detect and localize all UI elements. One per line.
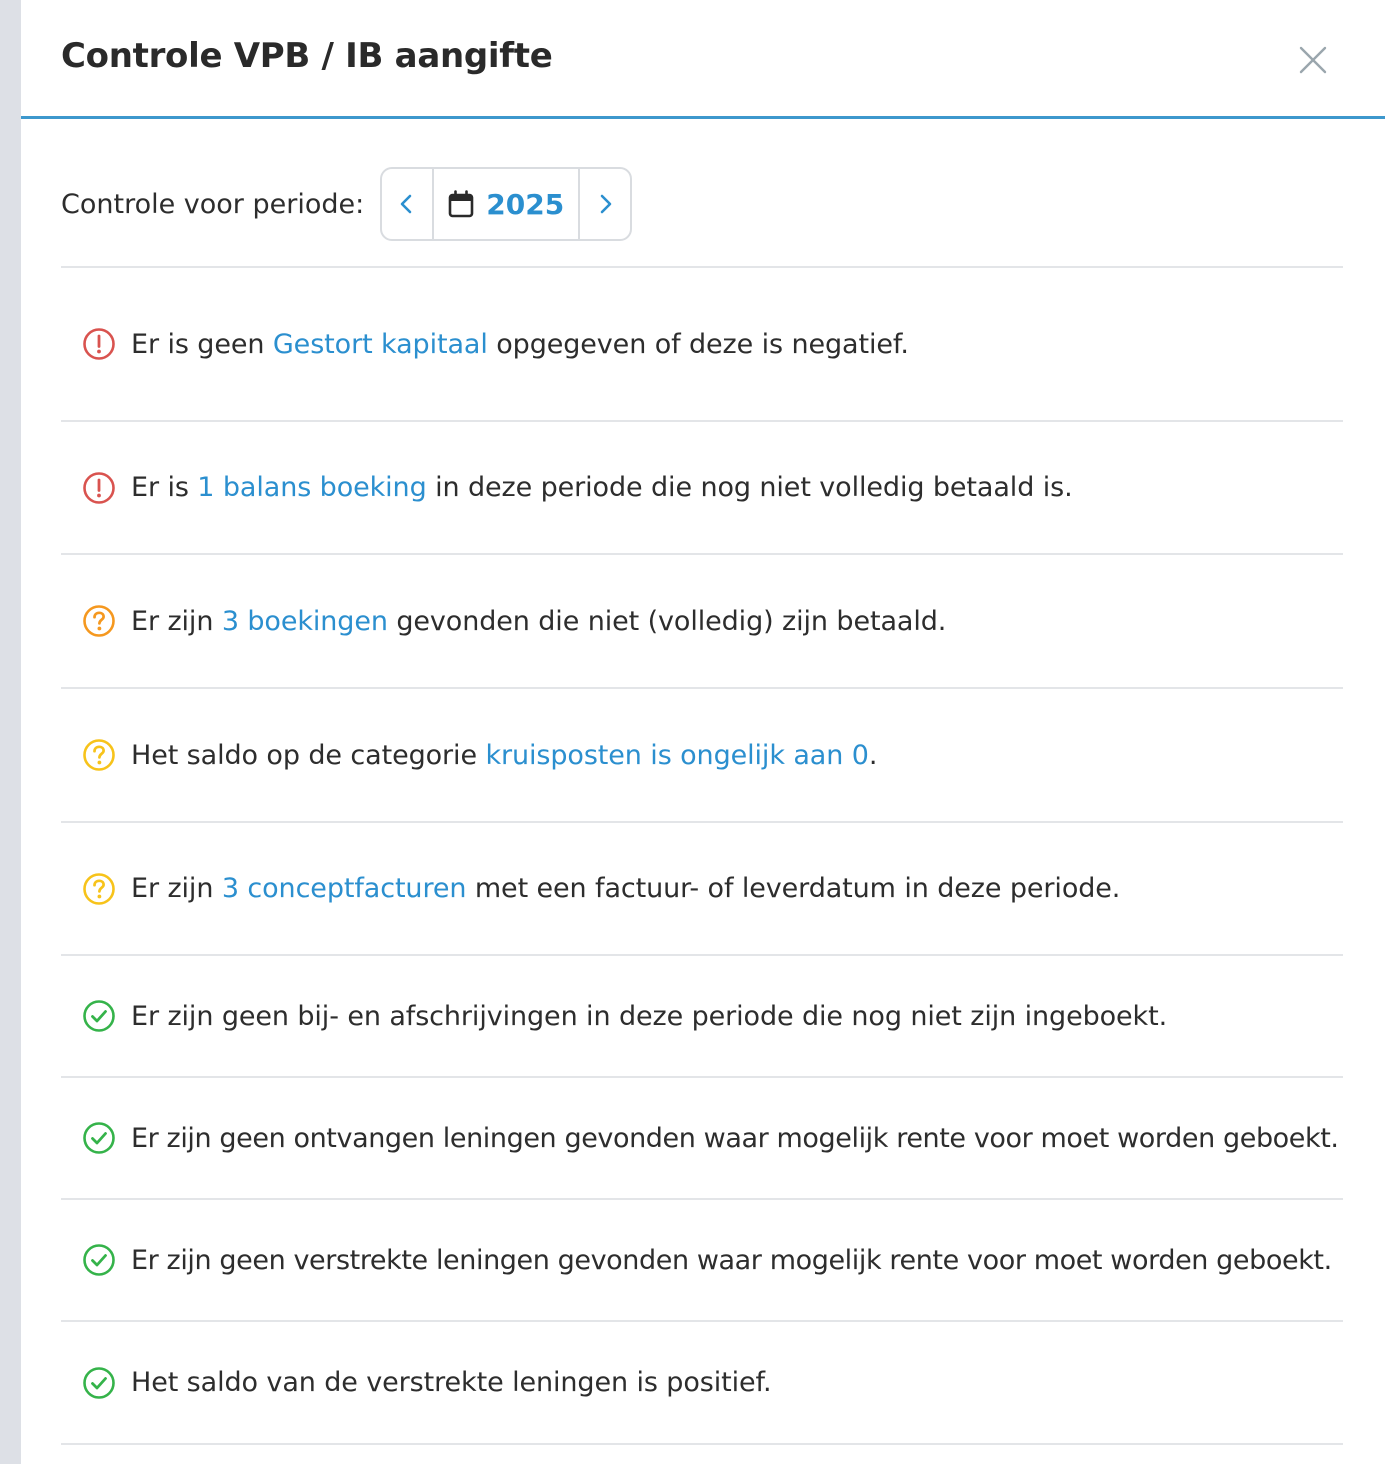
check-item [61, 1078, 1343, 1200]
check-circle-icon [81, 998, 117, 1034]
check-list [61, 268, 1343, 1445]
question-circle-icon [81, 603, 117, 639]
check-item [61, 1322, 1343, 1445]
check-circle-icon [81, 1242, 117, 1278]
check-text: Er zijn geen verstrekte leningen gevonden waar mogelijk rente voor moet worden geboekt. [131, 1244, 1332, 1276]
check-item [61, 1200, 1343, 1322]
modal-header [21, 0, 1385, 119]
check-link[interactable]: 3 conceptfacturen [221, 873, 467, 904]
check-circle-icon [81, 1120, 117, 1156]
check-text: Het saldo van de verstrekte leningen is positief. [131, 1367, 772, 1398]
check-text-after: . [868, 739, 878, 771]
check-text-after: opgegeven of deze is negatief. [487, 328, 909, 360]
question-circle-icon [81, 871, 117, 907]
check-text-after: in deze periode die nog niet volledig betaald is. [426, 472, 1073, 503]
question-circle-icon [81, 737, 117, 773]
exclamation-circle-icon [81, 470, 117, 506]
next-period-button[interactable] [578, 169, 630, 239]
previous-period-button[interactable] [382, 169, 434, 239]
check-link[interactable]: 3 boekingen [221, 605, 388, 637]
check-link[interactable]: 1 balans boeking [197, 472, 427, 503]
check-text-before: Er is geen [131, 328, 273, 360]
check-text-after: gevonden die niet (volledig) zijn betaald. [387, 605, 947, 637]
check-text [131, 740, 877, 771]
check-item [61, 422, 1343, 555]
exclamation-circle-icon [81, 326, 117, 362]
check-text: Er zijn geen bij- en afschrijvingen in deze periode die nog niet zijn ingeboekt. [131, 1000, 1168, 1032]
check-text-before: Er zijn [131, 873, 222, 904]
check-text [131, 329, 909, 360]
check-text: Er zijn geen ontvangen leningen gevonden waar mogelijk rente voor moet worden geboekt. [131, 1122, 1339, 1154]
check-text-after: met een factuur- of leverdatum in deze periode. [466, 873, 1121, 904]
close-button[interactable] [1297, 44, 1329, 76]
check-item [61, 268, 1343, 422]
check-text-before: Het saldo op de categorie [131, 739, 486, 771]
check-link[interactable]: kruisposten is ongelijk aan 0 [485, 739, 869, 771]
chevron-left-icon [397, 192, 417, 216]
check-item [61, 555, 1343, 689]
period-year: 2025 [486, 187, 565, 221]
period-picker [380, 167, 632, 241]
check-text-before: Er zijn [131, 605, 222, 637]
check-circle-icon [81, 1365, 117, 1401]
check-text [131, 873, 1120, 904]
check-text [131, 606, 946, 637]
check-text [131, 472, 1073, 503]
check-item [61, 823, 1343, 956]
close-icon [1297, 44, 1329, 76]
check-text-before: Er is [131, 472, 198, 503]
period-label: Controle voor periode: [61, 188, 365, 220]
check-modal [21, 0, 1385, 1464]
calendar-icon [448, 190, 474, 218]
period-year-button[interactable] [434, 169, 578, 239]
chevron-right-icon [595, 192, 615, 216]
check-item [61, 956, 1343, 1078]
check-item [61, 689, 1343, 823]
check-link[interactable]: Gestort kapitaal [272, 328, 488, 360]
modal-title: Controle VPB / IB aangifte [61, 36, 553, 76]
period-selector-row [61, 166, 632, 242]
